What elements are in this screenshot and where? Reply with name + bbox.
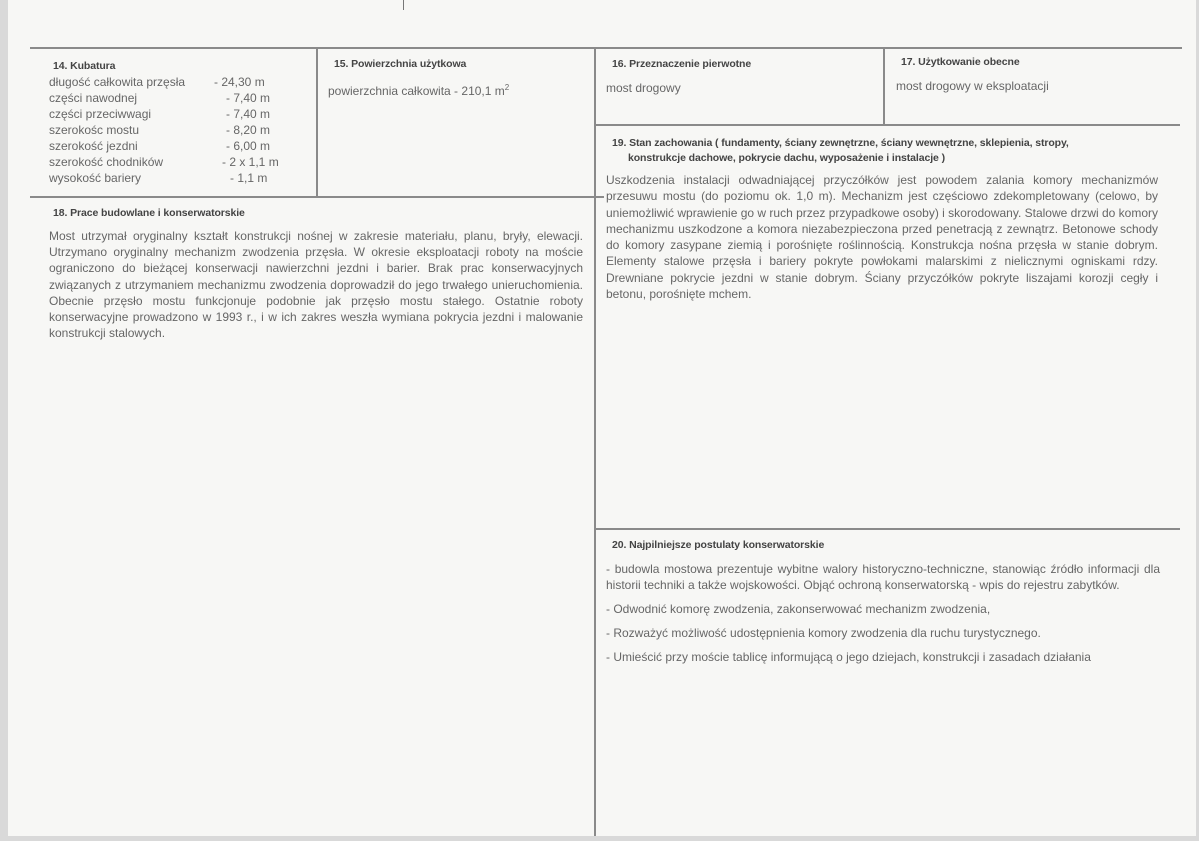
s14-row-label: szerokość jezdni bbox=[49, 139, 138, 153]
s20-title: 20. Najpilniejsze postulaty konserwatorskie bbox=[612, 539, 825, 551]
s14-row-label: szerokośc mostu bbox=[49, 123, 140, 137]
s18-title: 18. Prace budowlane i konserwatorskie bbox=[53, 207, 245, 219]
s15-title: 15. Powierzchnia użytkowa bbox=[334, 58, 467, 70]
s14-row-label: części przeciwwagi bbox=[49, 107, 152, 121]
s15-text-block bbox=[328, 80, 509, 99]
s15-sup: 2 bbox=[504, 83, 510, 92]
s16-text: most drogowy bbox=[606, 81, 681, 95]
s14-title: 14. Kubatura bbox=[53, 60, 116, 72]
row1-bottom-right bbox=[596, 124, 1180, 126]
s20-item-1: - budowla mostowa prezentuje wybitne walory historyczno-techniczne, stanowiąc źródło informacji dla historii techniki a także wojskowości. Objąć ochroną konserwatorską - wpis do rejestru zabytków. bbox=[606, 562, 1160, 592]
s14-row-value: - 6,00 m bbox=[226, 139, 271, 153]
s20-item-3: - Rozważyć możliwość udostępnienia komory zwodzenia dla ruchu turystycznego. bbox=[606, 626, 1041, 640]
s14-row-value: - 2 x 1,1 m bbox=[222, 155, 279, 169]
top-border bbox=[30, 47, 1182, 49]
s20-list bbox=[606, 561, 1160, 673]
s19-title-line1: 19. Stan zachowania ( fundamenty, ściany zewnętrzne, ściany wewnętrzne, sklepienia, stropy, bbox=[612, 137, 1069, 149]
s20-item-2: - Odwodnić komorę zwodzenia, zakonserwować mechanizm zwodzenia, bbox=[606, 602, 991, 616]
s15-text: powierzchnia całkowita - 210,1 m bbox=[328, 84, 505, 98]
s14-row-label: części nawodnej bbox=[49, 91, 138, 105]
form-sheet bbox=[8, 0, 1196, 836]
s14-row-label: szerokość chodników bbox=[49, 155, 164, 169]
s14-row-value: - 7,40 m bbox=[226, 91, 271, 105]
s14-row-value: - 24,30 m bbox=[214, 75, 265, 89]
s20-item-4: - Umieścić przy moście tablicę informującą o jego dziejach, konstrukcji i zasadach działania bbox=[606, 650, 1091, 664]
s16-title: 16. Przeznaczenie pierwotne bbox=[612, 58, 752, 70]
s14-row-label: długość całkowita przęsła bbox=[49, 75, 186, 89]
s14-row-value: - 8,20 m bbox=[226, 123, 271, 137]
s17-text: most drogowy w eksploatacji bbox=[896, 79, 1049, 93]
s14-row-label: wysokość bariery bbox=[49, 171, 142, 185]
s14-row-value: - 7,40 m bbox=[226, 107, 271, 121]
divider-center bbox=[594, 47, 596, 836]
s19-bottom bbox=[596, 528, 1180, 530]
divider-14-15 bbox=[316, 47, 318, 198]
s18-text: Most utrzymał oryginalny kształt konstrukcji nośnej w zakresie materiału, planu, bryły, elewacji. Utrzymano oryginalny mechanizm zwodzenia przęsła. W okresie eksploatacji roboty na moście ograniczono do bieżącej konserwacji nawierzchni jezdni i barier. Brak prac konserwacyjnych związanych z utrzymaniem mechanizmu zwodzenia doprowadził do jego trwałego unieruchomienia. Obecnie przęsło mostu funkcjonuje podobnie jak przęsło mostu stałego. Ostatnie roboty konserwacyjne prowadzono w 1993 r., i w ich zakres weszła wymiana pokrycia jezdni i malowanie konstrukcji stalowych. bbox=[49, 229, 583, 341]
s19-text: Uszkodzenia instalacji odwadniającej przyczółków jest powodem zalania komory mechanizmów przesuwu mostu (do poziomu ok. 1,0 m). Mechanizm jest częściowo zdekompletowany (celowo, by uniemożliwić wprawienie go w ruch przez przypadkowe osoby) i skorodowany. Stalowe drzwi do komory mechanizmu uszkodzone a komora niezabezpieczona przed penetracją z zewnątrz. Betonowe schody do komory zasypane ziemią i porośnięte roślinnością. Konstrukcja nośna przęsła w stanie dobrym. Elementy stalowe przęsła i bariery pokryte powłokami malarskimi z nielicznymi ogniskami rdzy. Drewniane pokrycie jezdni w stanie dobrym. Ściany przyczółków pokryte liszajami korozji cegły i betonu, porośnięte mchem. bbox=[606, 173, 1159, 302]
s14-row-value: - 1,1 m bbox=[230, 171, 268, 185]
s17-title: 17. Użytkowanie obecne bbox=[901, 56, 1020, 68]
divider-16-17 bbox=[883, 47, 885, 126]
top-tick-mark bbox=[403, 0, 404, 10]
s19-title-line2: konstrukcje dachowe, pokrycie dachu, wyposażenie i instalacje ) bbox=[628, 152, 945, 164]
